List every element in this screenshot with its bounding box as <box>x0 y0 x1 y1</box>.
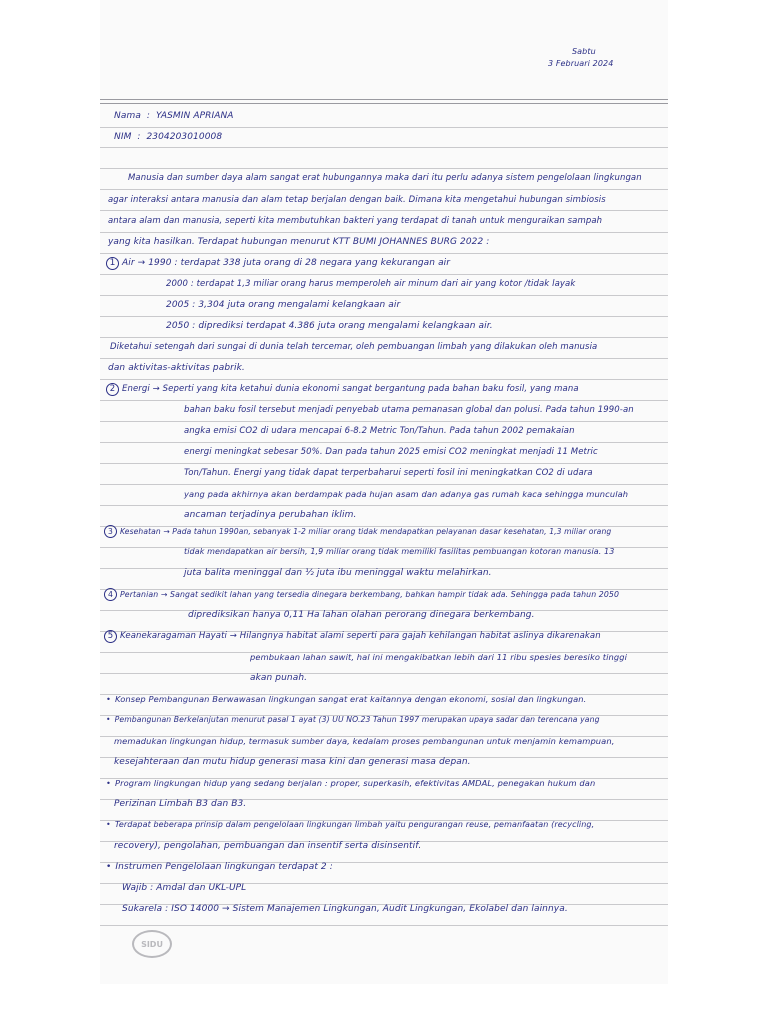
ruled-line <box>100 925 668 926</box>
ruled-line <box>100 673 668 674</box>
text-line: Manusia dan sumber daya alam sangat erat hubungannya maka dari itu perlu adanya sistem pengelolaan lingkungan <box>128 173 642 183</box>
text-line: 2050 : diprediksi terdapat 4.386 juta orang mengalami kelangkaan air. <box>166 321 493 331</box>
ruled-line <box>100 210 668 211</box>
text-line: diprediksikan hanya 0,11 Ha lahan olahan perorang dinegara berkembang. <box>188 610 535 620</box>
ruled-line <box>100 316 668 317</box>
bullet-item: • Terdapat beberapa prinsip dalam pengelolaan lingkungan limbah yaitu pengurangan reuse, pemanfaatan (recycling, <box>106 820 595 829</box>
text-line: tidak mendapatkan air bersih, 1,9 miliar orang tidak memiliki fasilitas pembuangan kotoran manusia. 13 <box>184 547 615 556</box>
nim-row: NIM : 2304203010008 <box>114 132 223 142</box>
numbered-item-1: 1 Air → 1990 : terdapat 338 juta orang di 28 negara yang kekurangan air <box>106 257 450 270</box>
text-line: yang pada akhirnya akan berdampak pada hujan asam dan adanya gas rumah kaca sehingga munculah <box>184 489 629 499</box>
text-line: memadukan lingkungan hidup, termasuk sumber daya, kedalam proses pembangunan untuk menjamin kemampuan, <box>114 736 615 746</box>
text-line: angka emisi CO2 di udara mencapai 6-8.2 Metric Ton/Tahun. Pada tahun 2002 pemakaian <box>184 426 575 436</box>
ruled-line <box>100 358 668 359</box>
ruled-line <box>100 147 668 148</box>
text-line: yang kita hasilkan. Terdapat hubungan menurut KTT BUMI JOHANNES BURG 2022 : <box>108 237 490 247</box>
name-value: YASMIN APRIANA <box>155 111 234 121</box>
text-line: ancaman terjadinya perubahan iklim. <box>184 510 357 520</box>
numbered-item-5: 5 Keanekaragaman Hayati → Hilangnya habitat alami seperti para gajah kehilangan habitat aslinya dikarenakan <box>104 630 601 643</box>
bullet-item: • Program lingkungan hidup yang sedang berjalan : proper, superkasih, efektivitas AMDAL, penegakan hukum dan <box>106 778 596 788</box>
number-marker: 4 <box>104 588 117 601</box>
text-line: kesejahteraan dan mutu hidup generasi masa kini dan generasi masa depan. <box>114 757 471 767</box>
ruled-line <box>100 337 668 338</box>
ruled-line <box>100 274 668 275</box>
number-marker: 5 <box>104 630 117 643</box>
bullet-item: • Pembangunan Berkelanjutan menurut pasal 1 ayat (3) UU NO.23 Tahun 1997 merupakan upaya sadar dan terencana yang <box>106 715 600 724</box>
header-rule <box>100 99 668 104</box>
sidu-logo: SIDU <box>132 930 172 958</box>
text-line: juta balita meninggal dan ½ juta ibu meninggal waktu melahirkan. <box>184 568 492 578</box>
ruled-line <box>100 295 668 296</box>
ruled-line <box>100 505 668 506</box>
bullet-item: • Konsep Pembangunan Berwawasan lingkungan sangat erat kaitannya dengan ekonomi, sosial dan lingkungan. <box>106 694 587 704</box>
bullet-item: • Instrumen Pengelolaan lingkungan terdapat 2 : <box>106 862 333 872</box>
text-line: pembukaan lahan sawit, hal ini mengakibatkan lebih dari 11 ribu spesies beresiko tinggi <box>250 652 628 662</box>
text-line: 2005 : 3,304 juta orang mengalami kelangkaan air <box>166 300 401 310</box>
numbered-item-4: 4 Pertanian → Sangat sedikit lahan yang tersedia dinegara berkembang, bahkan hampir tidak ada. Sehingga pada tahun 2050 <box>104 588 619 601</box>
ruled-line <box>100 421 668 422</box>
number-marker: 3 <box>104 525 117 538</box>
numbered-item-2: 2 Energi → Seperti yang kita ketahui dunia ekonomi sangat bergantung pada bahan baku fosil, yang mana <box>106 383 579 396</box>
ruled-line <box>100 127 668 128</box>
ruled-line <box>100 379 668 380</box>
ruled-line <box>100 232 668 233</box>
nim-label: NIM <box>114 132 132 142</box>
numbered-item-3: 3 Kesehatan → Pada tahun 1990an, sebanyak 1-2 miliar orang tidak mendapatkan pelayanan dasar kesehatan, 1,3 miliar orang <box>104 525 611 538</box>
ruled-line <box>100 189 668 190</box>
ruled-line <box>100 442 668 443</box>
text-line: Sukarela : ISO 14000 → Sistem Manajemen Lingkungan, Audit Lingkungan, Ekolabel dan lainnya. <box>122 904 568 914</box>
text-line: Perizinan Limbah B3 dan B3. <box>114 799 247 809</box>
ruled-line <box>100 400 668 401</box>
text-line: Wajib : Amdal dan UKL-UPL <box>122 883 247 893</box>
text-line: 2000 : terdapat 1,3 miliar orang harus memperoleh air minum dari air yang kotor /tidak layak <box>166 279 576 289</box>
number-marker: 2 <box>106 383 119 396</box>
text-line: akan punah. <box>250 673 308 683</box>
text-line: Ton/Tahun. Energi yang tidak dapat terperbaharui seperti fosil ini meningkatkan CO2 di udara <box>184 468 593 478</box>
ruled-line <box>100 168 668 169</box>
text-line: dan aktivitas-aktivitas pabrik. <box>108 363 245 373</box>
name-row: Nama : YASMIN APRIANA <box>114 111 234 121</box>
text-line: Diketahui setengah dari sungai di dunia telah tercemar, oleh pembuangan limbah yang dilakukan oleh manusia <box>110 342 598 352</box>
ruled-line <box>100 463 668 464</box>
ruled-line <box>100 253 668 254</box>
notebook-page <box>100 0 668 984</box>
number-marker: 1 <box>106 257 119 270</box>
text-line: antara alam dan manusia, seperti kita membutuhkan bakteri yang terdapat di tanah untuk menguraikan sampah <box>108 216 603 226</box>
text-line: bahan baku fosil tersebut menjadi penyebab utama pemanasan global dan polusi. Pada tahun 1990-an <box>184 405 634 415</box>
text-line: agar interaksi antara manusia dan alam tetap berjalan dengan baik. Dimana kita mengetahui hubungan simbiosis <box>108 195 606 205</box>
ruled-line <box>100 484 668 485</box>
date-day: Sabtu <box>572 47 596 56</box>
date-full: 3 Februari 2024 <box>548 59 614 68</box>
nim-value: 2304203010008 <box>146 132 223 142</box>
name-label: Nama <box>114 111 141 121</box>
text-line: energi meningkat sebesar 50%. Dan pada tahun 2025 emisi CO2 meningkat menjadi 11 Metric <box>184 447 598 457</box>
text-line: recovery), pengolahan, pembuangan dan insentif serta disinsentif. <box>114 841 422 851</box>
